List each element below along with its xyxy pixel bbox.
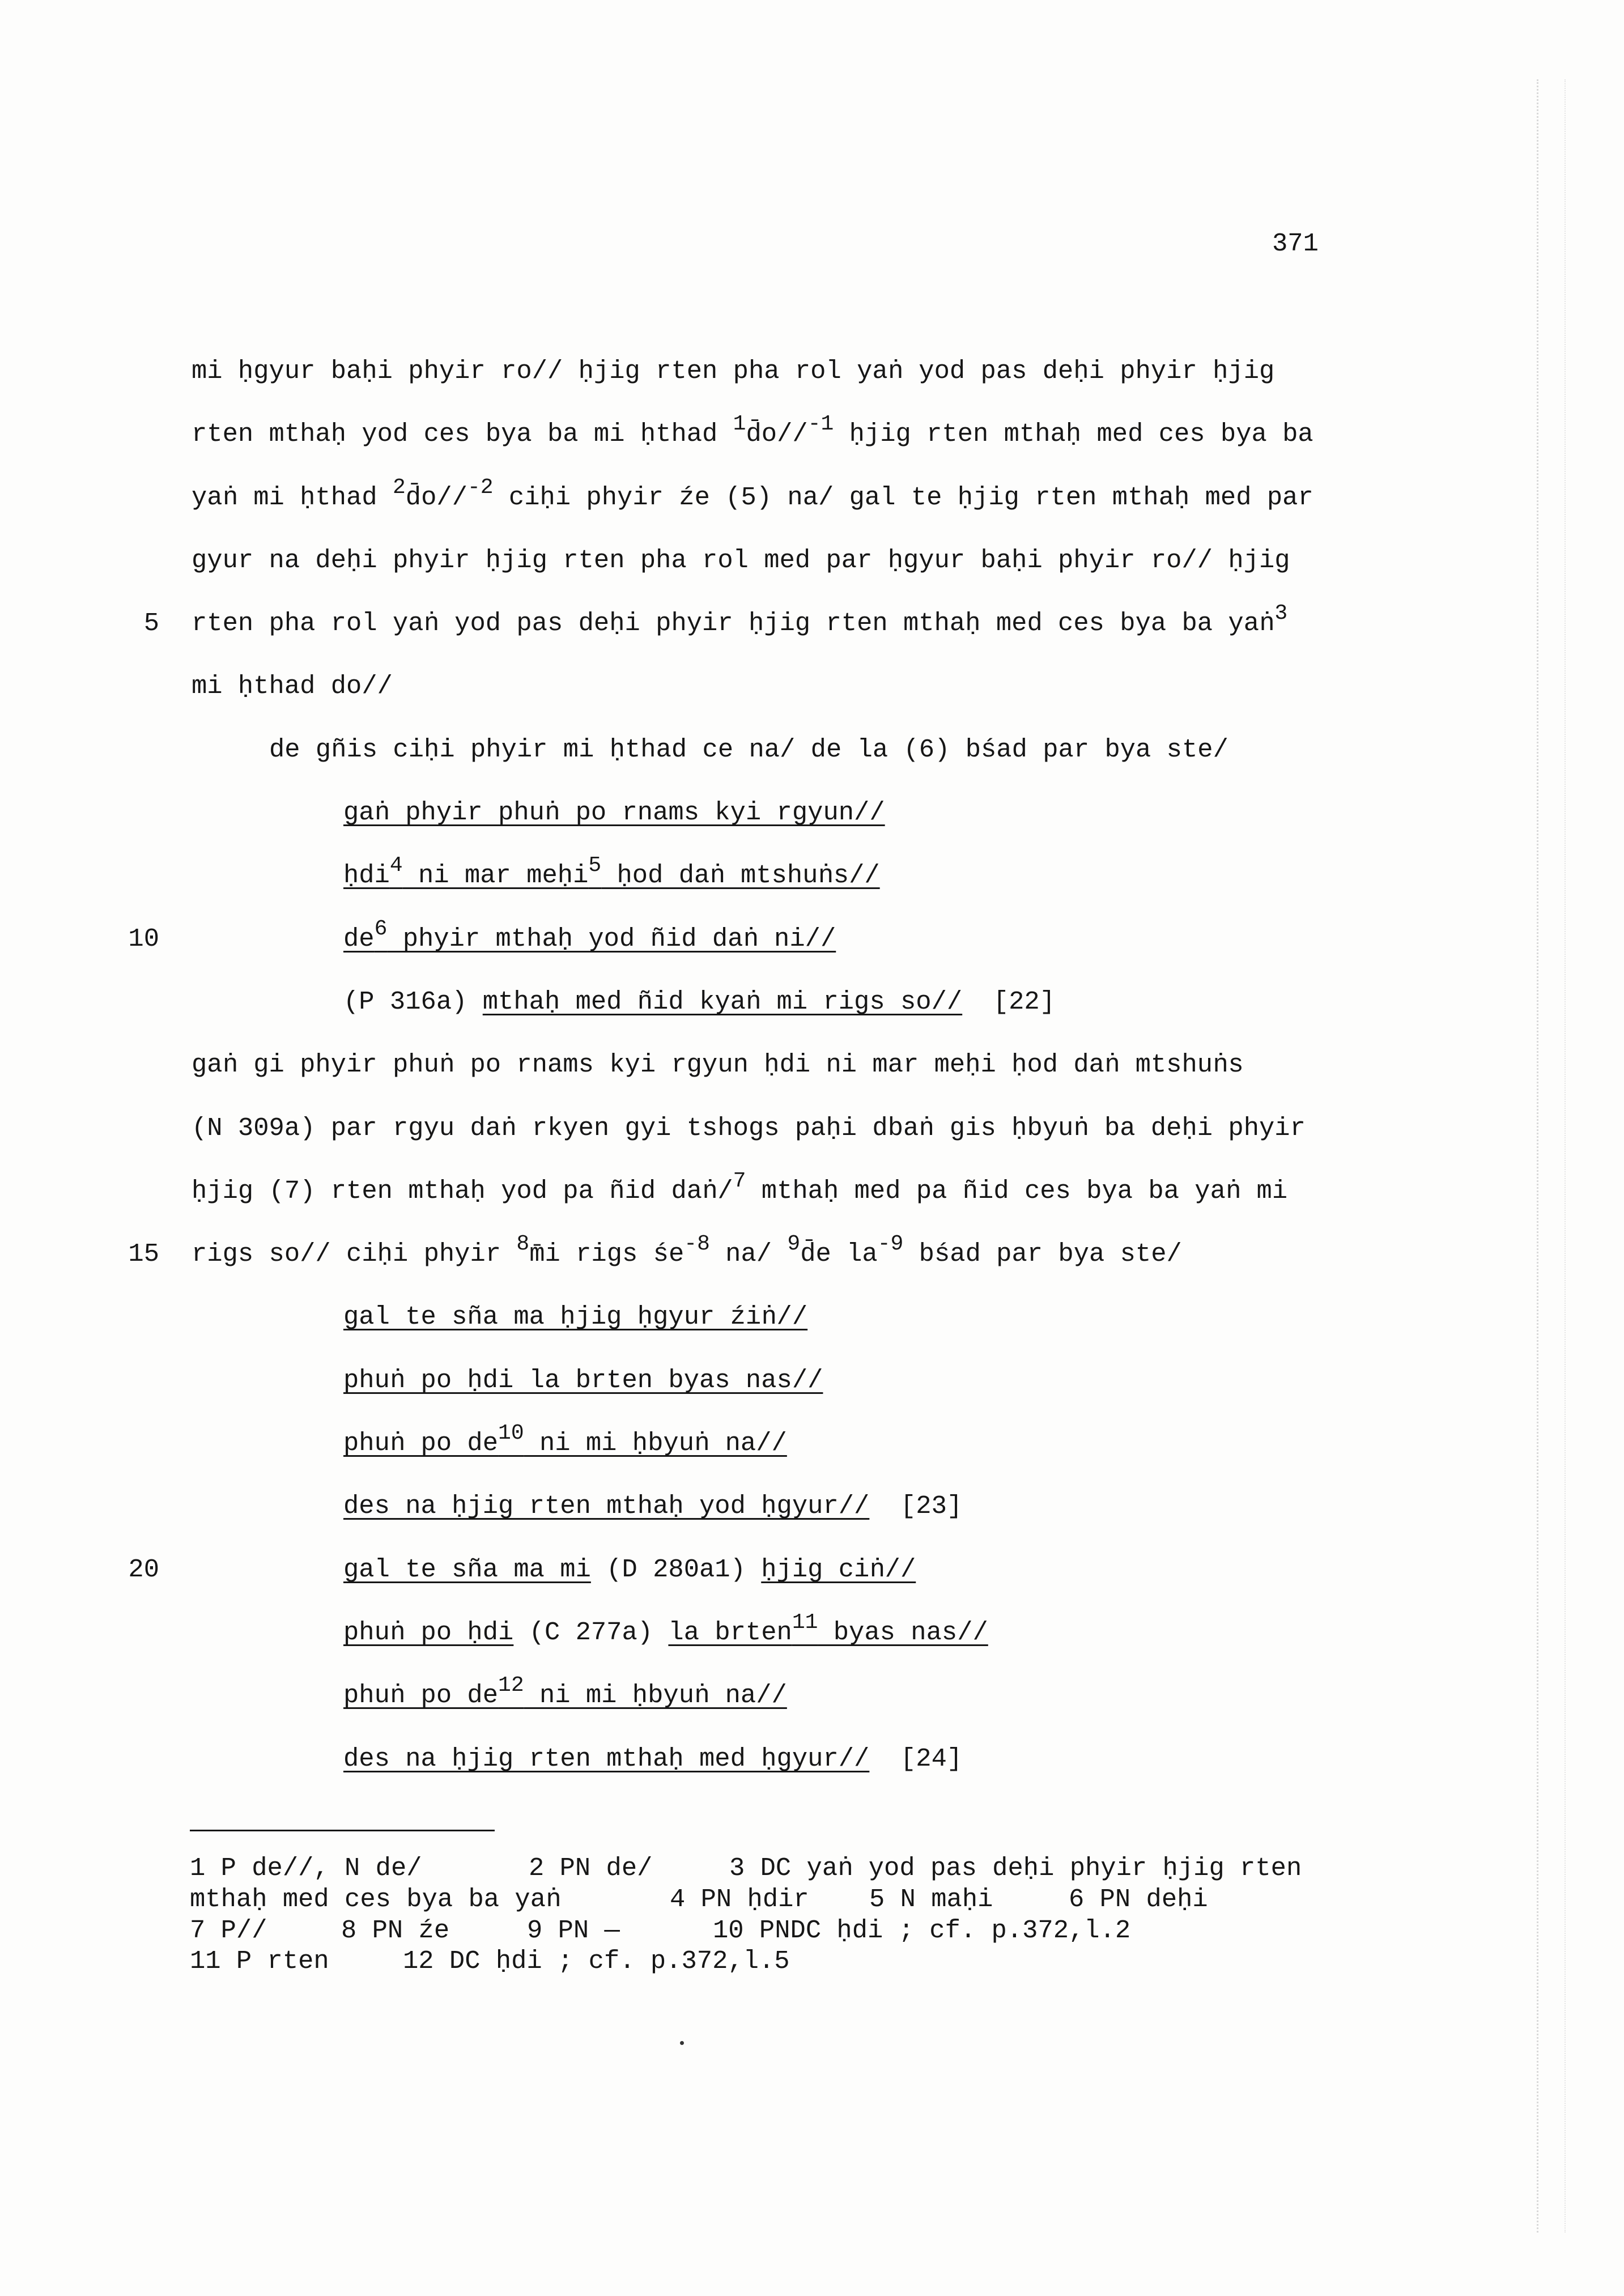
verse-line-17 bbox=[0, 1349, 1624, 1412]
scan-speck bbox=[680, 2041, 684, 2045]
footnote-1: 1 P de//, N de/ bbox=[190, 1853, 422, 1883]
variant-marker-close: -2 bbox=[467, 475, 494, 500]
variant-marker-close: -8 bbox=[684, 1232, 710, 1257]
footnotes bbox=[0, 1853, 1624, 1977]
footnote-reference: 12 bbox=[498, 1673, 524, 1698]
verse-text: de bbox=[343, 924, 375, 954]
text-line-12 bbox=[0, 1034, 1624, 1096]
footnote-7: 7 P// bbox=[190, 1915, 267, 1945]
verse-underline bbox=[343, 853, 880, 891]
verse-text: gal te sña ma ḥjig ḥgyur źiṅ// bbox=[343, 1302, 808, 1332]
footnote-separator-rule bbox=[190, 1830, 495, 1831]
footnote-2: 2 PN de/ bbox=[529, 1853, 653, 1883]
verse-text: ḥod daṅ mtshuṅs// bbox=[601, 861, 880, 891]
footnote-reference: 10 bbox=[498, 1421, 524, 1446]
line-text: ciḥi phyir źe (5) na/ gal te ḥjig rten mthaḥ med par bbox=[493, 482, 1313, 512]
text-line-5 bbox=[0, 592, 1624, 655]
verse-text: ni mar meḥi bbox=[402, 861, 589, 891]
text-line-14 bbox=[0, 1160, 1624, 1223]
text-line-15 bbox=[0, 1223, 1624, 1286]
variant-text: d̄o// bbox=[746, 419, 808, 449]
footnote-9: 9 PN — bbox=[527, 1915, 620, 1945]
verse-underline bbox=[343, 916, 836, 954]
line-number: 20 bbox=[128, 1554, 159, 1584]
verse-text: des na ḥjig rten mthaḥ med ḥgyur// bbox=[343, 1744, 870, 1774]
verse-text: la brten bbox=[668, 1617, 792, 1647]
text-line-3 bbox=[0, 466, 1624, 529]
verse-line-8 bbox=[0, 781, 1624, 844]
footnote-row-2 bbox=[0, 1884, 1624, 1915]
verse-text: mthaḥ med ñid kyaṅ mi rigs so// bbox=[482, 987, 963, 1017]
verse-underline bbox=[343, 1673, 787, 1711]
verse-text: ni mi ḥbyuṅ na// bbox=[524, 1428, 787, 1459]
page-number: 371 bbox=[1272, 229, 1319, 258]
verse-text: phuṅ po ḥdi bbox=[343, 1617, 514, 1647]
variant-text: m̄i rigs śe bbox=[529, 1239, 685, 1269]
footnote-12: 12 DC ḥdi ; cf. p.372,l.5 bbox=[403, 1946, 790, 1976]
line-text: ḥjig rten mthaḥ med ces bya ba bbox=[834, 419, 1313, 449]
verse-text: des na ḥjig rten mthaḥ yod ḥgyur// bbox=[343, 1491, 870, 1521]
verse-line-16 bbox=[0, 1286, 1624, 1349]
text-line-13 bbox=[0, 1097, 1624, 1160]
folio-reference: (D 280a1) bbox=[590, 1554, 762, 1584]
verse-text: ḥjig ciṅ// bbox=[761, 1554, 916, 1584]
verse-text: phuṅ po de bbox=[343, 1428, 499, 1459]
verse-text: byas nas// bbox=[818, 1617, 988, 1647]
folio-reference: (P 316a) bbox=[343, 987, 483, 1017]
footnote-reference: 4 bbox=[389, 853, 403, 878]
variant-marker-close: -9 bbox=[877, 1232, 904, 1257]
variant-text: d̄o// bbox=[405, 482, 467, 512]
line-number: 10 bbox=[128, 924, 159, 954]
variant-text: d̄e la bbox=[800, 1239, 878, 1269]
verse-line-21 bbox=[0, 1601, 1624, 1664]
text-line-1 bbox=[0, 340, 1624, 403]
footnote-6: 6 PN deḥi bbox=[1069, 1884, 1208, 1914]
verse-underline bbox=[668, 1610, 988, 1647]
footnote-11: 11 P rten bbox=[190, 1946, 329, 1976]
line-text: na/ bbox=[709, 1239, 788, 1269]
verse-text: ni mi ḥbyuṅ na// bbox=[524, 1681, 787, 1711]
line-text: bśad par bya ste/ bbox=[903, 1239, 1182, 1269]
verse-underline bbox=[343, 1421, 787, 1459]
text-line-6 bbox=[0, 655, 1624, 718]
verse-number: [22] bbox=[962, 987, 1056, 1017]
verse-text: phuṅ po de bbox=[343, 1681, 499, 1711]
verse-text: phuṅ po ḥdi la brten byas nas// bbox=[343, 1365, 823, 1395]
footnote-3-continued: mthaḥ med ces bya ba yaṅ bbox=[190, 1884, 562, 1914]
footnote-reference: 7 bbox=[733, 1168, 746, 1193]
footnote-8: 8 PN źe bbox=[341, 1915, 450, 1945]
footnote-4: 4 PN ḥdir bbox=[670, 1884, 809, 1914]
line-text: rten mthaḥ yod ces bya ba mi ḥthad bbox=[192, 419, 733, 449]
verse-line-9 bbox=[0, 844, 1624, 907]
main-text bbox=[0, 340, 1624, 1791]
variant-marker-close: -1 bbox=[807, 412, 834, 437]
text-line-2 bbox=[0, 403, 1624, 466]
footnote-row-4 bbox=[0, 1946, 1624, 1977]
line-text: mi ḥthad do// bbox=[192, 671, 393, 701]
verse-text: ḥdi bbox=[343, 861, 390, 891]
variant-marker-open: 1 bbox=[733, 412, 746, 437]
line-text: gaṅ gi phyir phuṅ po rnams kyi rgyun ḥdi ni mar meḥi ḥod daṅ mtshuṅs bbox=[192, 1050, 1244, 1080]
variant-marker-open: 8 bbox=[516, 1232, 530, 1257]
verse-line-11 bbox=[0, 971, 1624, 1034]
verse-line-20 bbox=[0, 1538, 1624, 1601]
footnote-reference: 3 bbox=[1274, 601, 1288, 626]
footnote-row-1 bbox=[0, 1853, 1624, 1884]
line-text: gyur na deḥi phyir ḥjig rten pha rol med par ḥgyur baḥi phyir ro// ḥjig bbox=[192, 545, 1290, 575]
verse-text: phyir mthaḥ yod ñid daṅ ni// bbox=[387, 924, 836, 954]
line-text: mthaḥ med pa ñid ces bya ba yaṅ mi bbox=[746, 1176, 1288, 1206]
verse-number: [24] bbox=[869, 1744, 963, 1774]
variant-marker-open: 9 bbox=[787, 1232, 801, 1257]
line-number: 5 bbox=[143, 609, 159, 639]
line-text: mi ḥgyur baḥi phyir ro// ḥjig rten pha rol yaṅ yod pas deḥi phyir ḥjig bbox=[192, 356, 1275, 386]
verse-line-23 bbox=[0, 1728, 1624, 1791]
verse-text: gal te sña ma mi bbox=[343, 1554, 591, 1584]
text-line-7 bbox=[0, 718, 1624, 781]
footnote-3: 3 DC yaṅ yod pas deḥi phyir ḥjig rten bbox=[729, 1853, 1302, 1883]
verse-number: [23] bbox=[869, 1491, 963, 1521]
footnote-10: 10 PNDC ḥdi ; cf. p.372,l.2 bbox=[713, 1915, 1131, 1945]
line-number: 15 bbox=[128, 1239, 159, 1269]
footnote-reference: 5 bbox=[588, 853, 602, 878]
line-text: de gñis ciḥi phyir mi ḥthad ce na/ de la (6) bśad par bya ste/ bbox=[269, 734, 1228, 764]
line-text: (N 309a) par rgyu daṅ rkyen gyi tshogs paḥi dbaṅ gis ḥbyuṅ ba deḥi phyir bbox=[192, 1113, 1306, 1143]
footnote-5: 5 N maḥi bbox=[869, 1884, 993, 1914]
variant-marker-open: 2 bbox=[392, 475, 406, 500]
line-text: yaṅ mi ḥthad bbox=[192, 482, 393, 512]
footnote-reference: 6 bbox=[374, 916, 388, 941]
verse-line-22 bbox=[0, 1664, 1624, 1727]
footnote-row-3 bbox=[0, 1915, 1624, 1946]
line-text: rten pha rol yaṅ yod pas deḥi phyir ḥjig rten mthaḥ med ces bya ba yaṅ bbox=[192, 609, 1275, 639]
verse-line-10 bbox=[0, 908, 1624, 971]
line-text: ḥjig (7) rten mthaḥ yod pa ñid daṅ/ bbox=[192, 1176, 733, 1206]
folio-reference: (C 277a) bbox=[513, 1617, 669, 1647]
line-text: rigs so// ciḥi phyir bbox=[192, 1239, 517, 1269]
footnote-reference: 11 bbox=[792, 1610, 818, 1635]
text-line-4 bbox=[0, 529, 1624, 592]
verse-line-19 bbox=[0, 1475, 1624, 1538]
verse-line-18 bbox=[0, 1412, 1624, 1475]
verse-text: gaṅ phyir phuṅ po rnams kyi rgyun// bbox=[343, 798, 885, 828]
